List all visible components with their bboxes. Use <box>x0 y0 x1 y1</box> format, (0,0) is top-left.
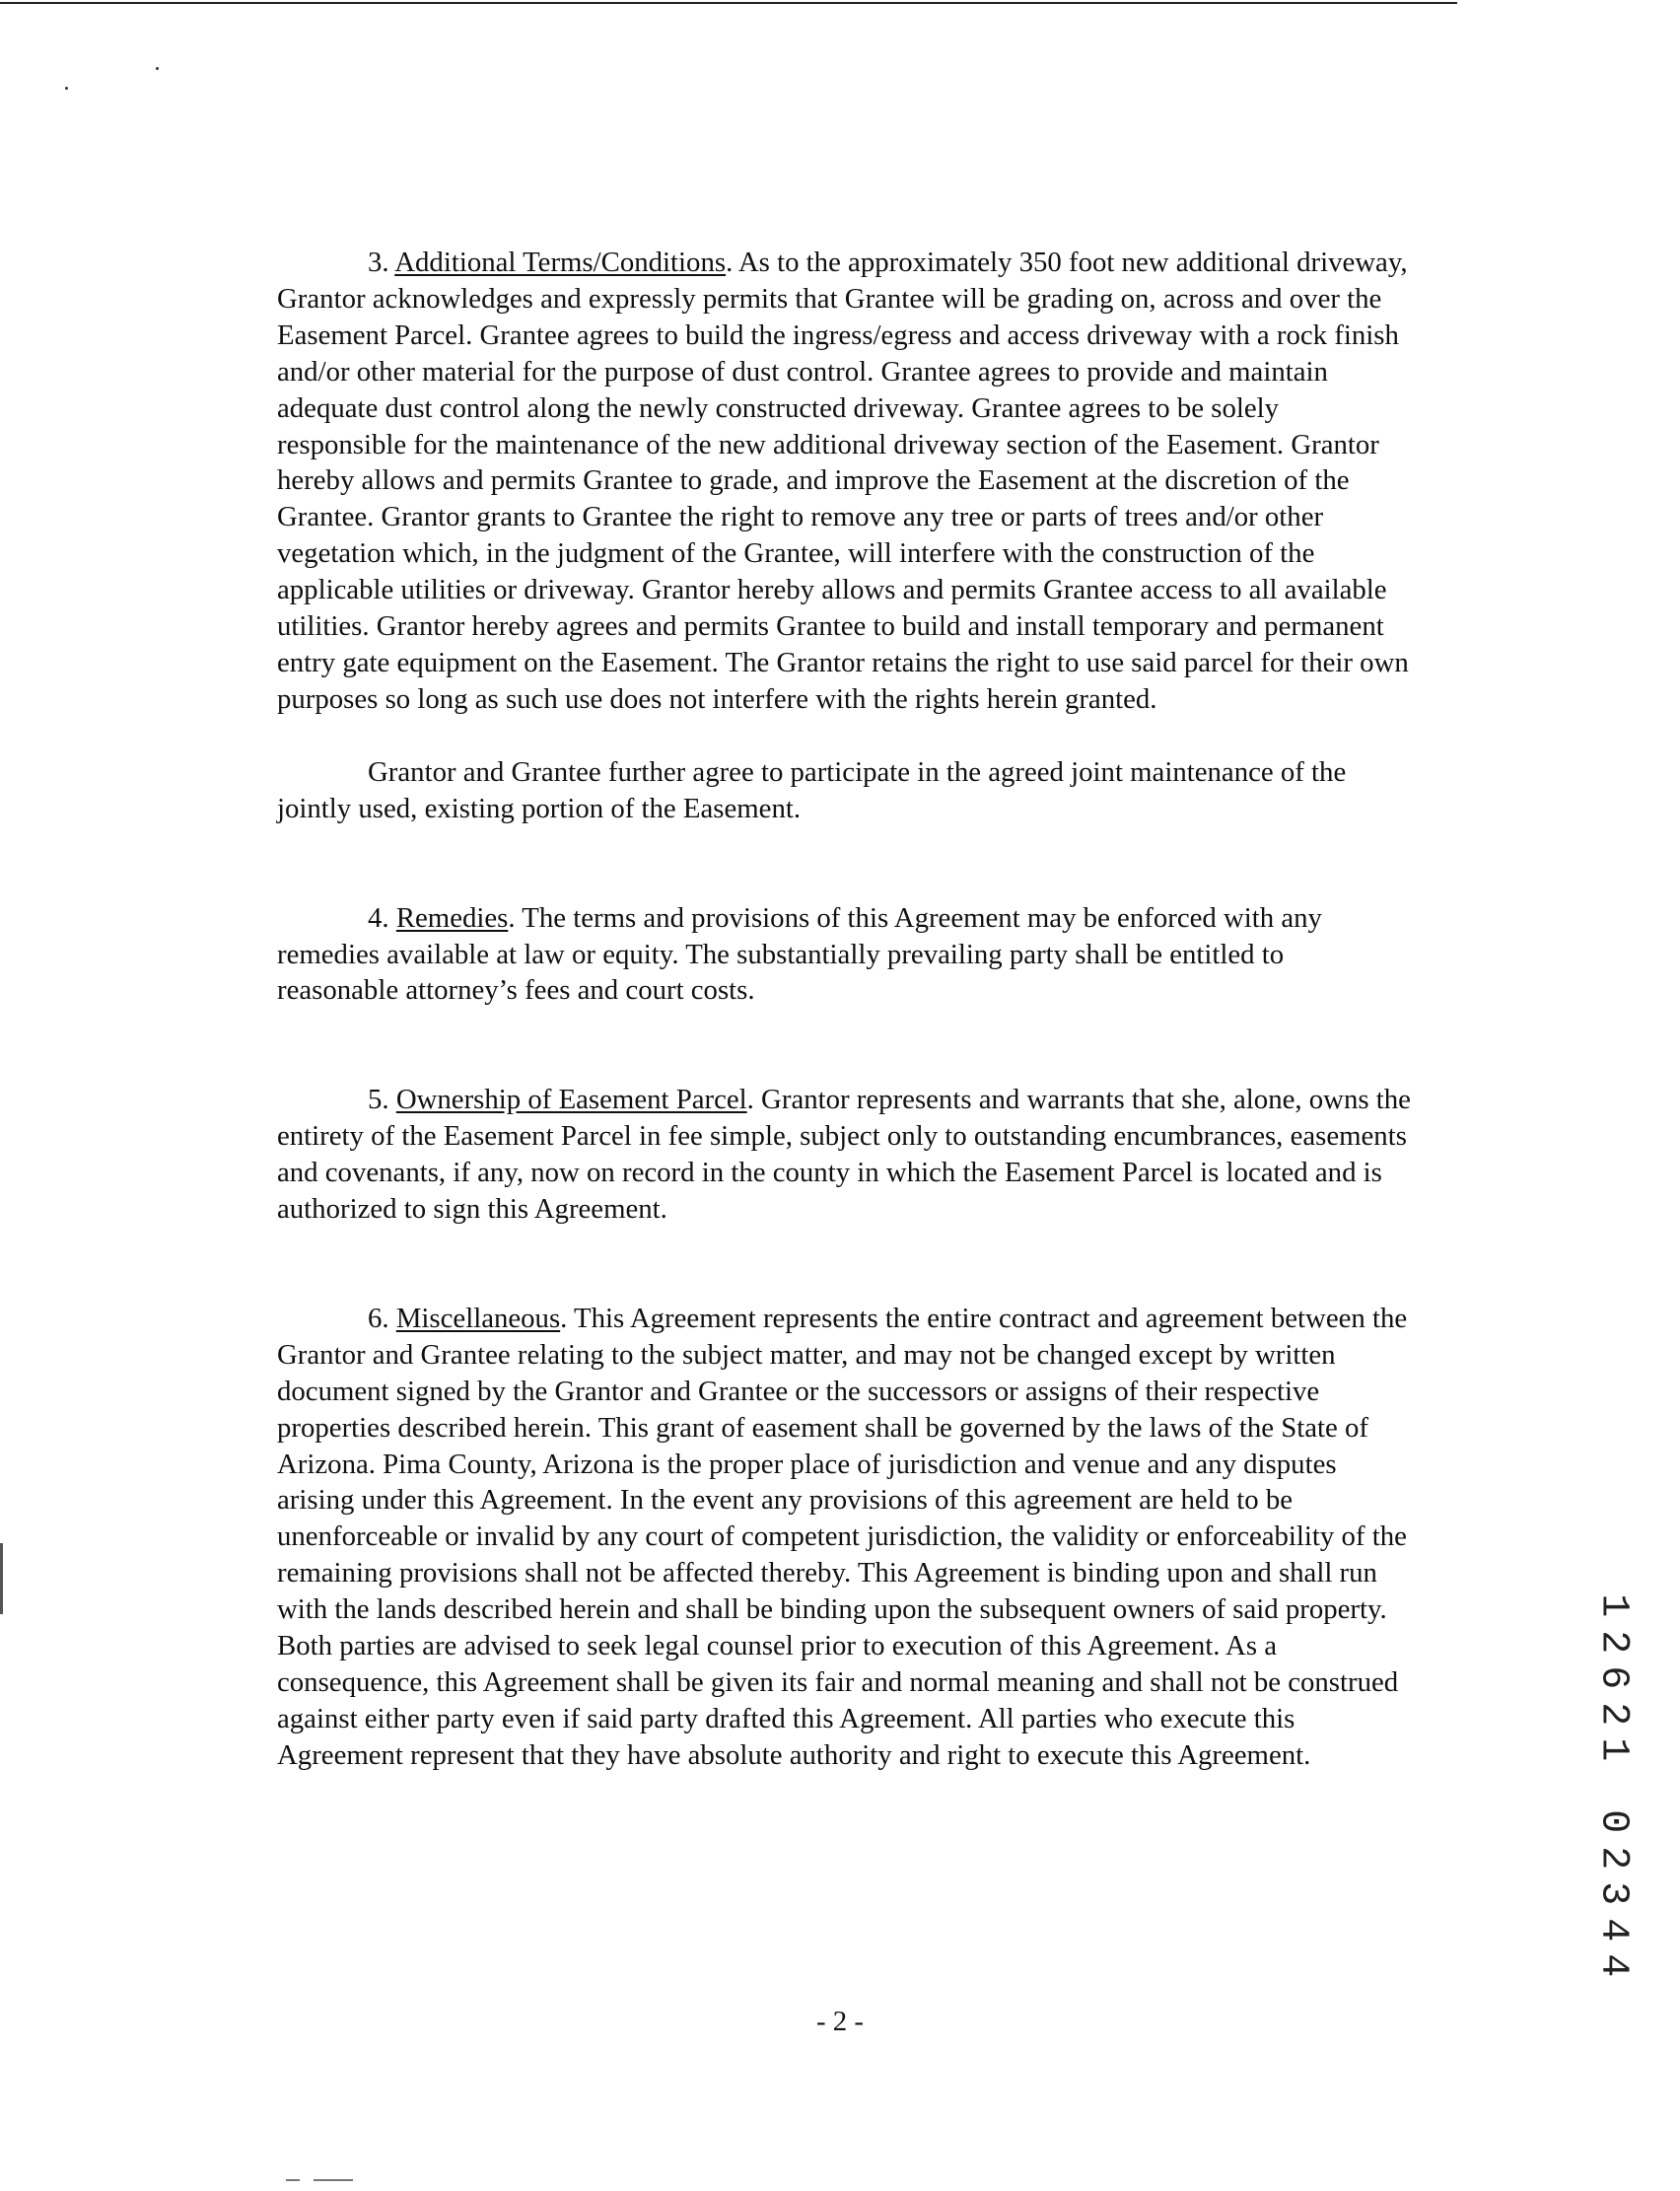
stamp-digit: 2 <box>1590 1629 1636 1654</box>
stamp-digit: 3 <box>1590 1881 1636 1906</box>
section-number: 4. <box>368 901 389 934</box>
stamp-digit: 4 <box>1590 1953 1636 1978</box>
stamp-digit: 4 <box>1590 1917 1636 1942</box>
stamp-digit: 6 <box>1590 1665 1636 1690</box>
section-number: 3. <box>368 247 389 278</box>
page-number: - 2 - <box>816 2006 864 2037</box>
section-number: 6. <box>368 1302 389 1334</box>
stamp-digit: 0 <box>1590 1809 1636 1834</box>
section-heading: Ownership of Easement Parcel <box>395 1084 747 1116</box>
scan-edge-line <box>0 2 1457 4</box>
scan-speck <box>65 87 68 90</box>
section-body: . Grantor represents and warrants that she, alone, owns the entirety of the Easement Parcel in fee simple, subject only to outstanding encumbrances, easements and covenants, if any, now on record in the county in which the Easement Parcel is located and is authorized to sign this Agreement. <box>277 1084 1411 1226</box>
joint-maintenance-paragraph: Grantor and Grantee further agree to participate in the agreed joint maintenance of the jointly used, existing portion of the Easement. <box>277 755 1347 824</box>
scan-dash <box>286 2179 300 2181</box>
document-page <box>277 245 1411 1774</box>
scan-dash <box>314 2179 353 2181</box>
stamp-digit: 2 <box>1590 1701 1636 1726</box>
section-additional-terms <box>277 245 1411 718</box>
section-body: . The terms and provisions of this Agreement may be enforced with any remedies available at law or equity. The substantially prevailing party shall be entitled to reasonable attorney’s fees and court costs. <box>277 901 1322 1007</box>
section-body: . This Agreement represents the entire contract and agreement between the Grantor and Grantee relating to the subject matter, and may not be changed except by written document signed by the Grantor and Grantee or the successors or assigns of their respective properties described herein. This grant of easement shall be governed by the laws of the State of Arizona. Pima County, Arizona is the proper place of jurisdiction and venue and any disputes arising under this Agreement. In the event any provisions of this agreement are held to be unenforceable or invalid by any court of competent jurisdiction, the validity or enforceability of the remaining provisions shall not be affected thereby. This Agreement is binding upon and shall run with the lands described herein and shall be binding upon the subsequent owners of said property. Both parties are advised to seek legal counsel prior to execution of this Agreement. As a consequence, this Agreement shall be given its fair and normal meaning and shall not be construed against either party even if said party drafted this Agreement. All parties who execute this Agreement represent that they have absolute authority and right to execute this Agreement. <box>277 1302 1408 1771</box>
section-heading: Additional Terms/Conditions <box>394 247 727 278</box>
stamp-digit: 1 <box>1590 1593 1636 1618</box>
stamp-digit: 2 <box>1590 1845 1636 1870</box>
section-heading: Remedies <box>395 901 509 934</box>
scan-margin-mark <box>0 1543 3 1614</box>
section-body: . As to the approximately 350 foot new additional driveway, Grantor acknowledges and expressly permits that Grantee will be grading on, across and over the Easement Parcel. Grantee agrees to build the ingress/egress and access driveway with a rock finish and/or other material for the purpose of dust control. Grantee agrees to provide and maintain adequate dust control along the newly constructed driveway. Grantee agrees to be solely responsible for the maintenance of the new additional driveway section of the Easement. Grantor hereby allows and permits Grantee to grade, and improve the Easement at the discretion of the Grantee. Grantor grants to Grantee the right to remove any tree or parts of trees and/or other vegetation which, in the judgment of the Grantee, will interfere with the construction of the applicable utilities or driveway. Grantor hereby allows and permits Grantee access to all available utilities. Grantor hereby agrees and permits Grantee to build and install temporary and permanent entry gate equipment on the Easement. The Grantor retains the right to use said parcel for their own purposes so long as such use does not interfere with the rights herein granted. <box>277 247 1409 715</box>
section-ownership <box>277 1082 1411 1228</box>
stamp-digit: 1 <box>1590 1737 1636 1762</box>
scan-speck <box>156 67 159 70</box>
section-miscellaneous <box>277 1301 1411 1774</box>
section-number: 5. <box>368 1084 389 1116</box>
section-remedies <box>277 900 1411 1010</box>
section-heading: Miscellaneous <box>395 1302 561 1334</box>
recording-stamp <box>1589 1588 1635 1984</box>
